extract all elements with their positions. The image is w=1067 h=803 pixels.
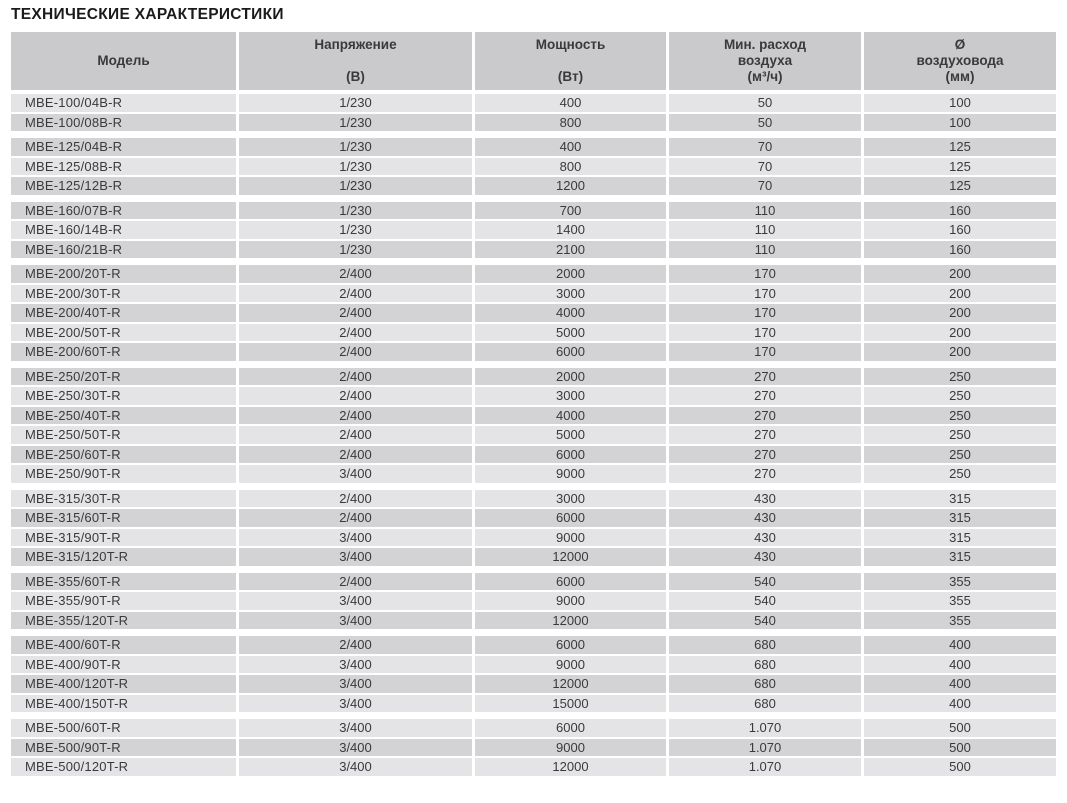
- header-unit: (Вт): [557, 69, 584, 84]
- cell-model: MBE-160/14B-R: [11, 221, 236, 239]
- header-label: Мощность: [535, 37, 606, 52]
- cell-model: MBE-400/90T-R: [11, 656, 236, 674]
- cell-value: 500: [864, 758, 1056, 776]
- table-row: [11, 509, 1056, 527]
- cell-model: MBE-400/60T-R: [11, 636, 236, 654]
- table-row: [11, 407, 1056, 425]
- cell-value: 2000: [475, 265, 666, 283]
- cell-value: 1/230: [239, 94, 472, 112]
- cell-model: MBE-160/07B-R: [11, 202, 236, 220]
- row-group: [11, 202, 1056, 259]
- header-unit: (В): [346, 69, 365, 84]
- cell-value: 3000: [475, 387, 666, 405]
- cell-value: 200: [864, 285, 1056, 303]
- cell-value: 2/400: [239, 636, 472, 654]
- header-label: Мин. расход: [723, 37, 807, 52]
- cell-value: 9000: [475, 529, 666, 547]
- cell-value: 355: [864, 592, 1056, 610]
- cell-model: MBE-250/60T-R: [11, 446, 236, 464]
- cell-value: 1200: [475, 177, 666, 195]
- cell-value: 3/400: [239, 592, 472, 610]
- cell-model: MBE-500/90T-R: [11, 739, 236, 757]
- cell-value: 9000: [475, 465, 666, 483]
- cell-value: 170: [669, 304, 861, 322]
- cell-model: MBE-250/40T-R: [11, 407, 236, 425]
- cell-value: 6000: [475, 719, 666, 737]
- cell-value: 110: [669, 202, 861, 220]
- table-row: [11, 573, 1056, 591]
- cell-value: 400: [475, 94, 666, 112]
- table-row: [11, 490, 1056, 508]
- cell-value: 1/230: [239, 221, 472, 239]
- spec-table: [11, 32, 1056, 776]
- cell-value: 2/400: [239, 368, 472, 386]
- cell-value: 12000: [475, 612, 666, 630]
- cell-value: 200: [864, 324, 1056, 342]
- cell-model: MBE-125/04B-R: [11, 138, 236, 156]
- cell-value: 400: [864, 695, 1056, 713]
- cell-value: 680: [669, 675, 861, 693]
- cell-value: 4000: [475, 304, 666, 322]
- row-group: [11, 94, 1056, 131]
- table-row: [11, 387, 1056, 405]
- header-unit: (мм): [945, 69, 975, 84]
- cell-model: MBE-250/50T-R: [11, 426, 236, 444]
- table-row: [11, 202, 1056, 220]
- row-group: [11, 138, 1056, 195]
- cell-value: 430: [669, 529, 861, 547]
- cell-value: 2/400: [239, 324, 472, 342]
- cell-value: 1/230: [239, 138, 472, 156]
- page-title: ТЕХНИЧЕСКИЕ ХАРАКТЕРИСТИКИ: [11, 6, 284, 23]
- table-row: [11, 695, 1056, 713]
- row-group: [11, 636, 1056, 712]
- table-row: [11, 368, 1056, 386]
- cell-value: 6000: [475, 636, 666, 654]
- header-label: воздуховода: [916, 53, 1004, 68]
- cell-value: 680: [669, 656, 861, 674]
- header-unit: (м³/ч): [747, 69, 783, 84]
- cell-model: MBE-315/90T-R: [11, 529, 236, 547]
- cell-value: 2000: [475, 368, 666, 386]
- cell-value: 2/400: [239, 407, 472, 425]
- header-label: Ø: [954, 37, 966, 52]
- cell-value: 1.070: [669, 758, 861, 776]
- cell-model: MBE-250/20T-R: [11, 368, 236, 386]
- header-cell-voltage: [239, 32, 472, 90]
- cell-value: 125: [864, 177, 1056, 195]
- cell-value: 270: [669, 368, 861, 386]
- cell-value: 2/400: [239, 573, 472, 591]
- header-label: Модель: [97, 53, 150, 68]
- cell-value: 400: [864, 636, 1056, 654]
- cell-value: 1/230: [239, 177, 472, 195]
- cell-value: 110: [669, 241, 861, 259]
- cell-model: MBE-125/12B-R: [11, 177, 236, 195]
- cell-model: MBE-200/50T-R: [11, 324, 236, 342]
- cell-value: 250: [864, 368, 1056, 386]
- cell-value: 160: [864, 202, 1056, 220]
- cell-value: 110: [669, 221, 861, 239]
- table-row: [11, 446, 1056, 464]
- cell-value: 9000: [475, 739, 666, 757]
- table-row: [11, 343, 1056, 361]
- cell-value: 6000: [475, 573, 666, 591]
- table-row: [11, 177, 1056, 195]
- cell-value: 160: [864, 241, 1056, 259]
- cell-model: MBE-200/60T-R: [11, 343, 236, 361]
- cell-value: 430: [669, 509, 861, 527]
- table-row: [11, 656, 1056, 674]
- table-row: [11, 465, 1056, 483]
- cell-value: 315: [864, 490, 1056, 508]
- table-row: [11, 548, 1056, 566]
- cell-value: 6000: [475, 446, 666, 464]
- table-row: [11, 94, 1056, 112]
- cell-model: MBE-500/60T-R: [11, 719, 236, 737]
- cell-value: 250: [864, 407, 1056, 425]
- table-row: [11, 221, 1056, 239]
- header-label: воздуха: [737, 53, 793, 68]
- cell-value: 270: [669, 387, 861, 405]
- cell-model: MBE-125/08B-R: [11, 158, 236, 176]
- table-row: [11, 114, 1056, 132]
- cell-value: 1.070: [669, 719, 861, 737]
- cell-value: 160: [864, 221, 1056, 239]
- cell-value: 3/400: [239, 719, 472, 737]
- cell-value: 800: [475, 114, 666, 132]
- cell-model: MBE-400/150T-R: [11, 695, 236, 713]
- cell-value: 1400: [475, 221, 666, 239]
- cell-value: 355: [864, 612, 1056, 630]
- cell-model: MBE-500/120T-R: [11, 758, 236, 776]
- cell-value: 315: [864, 509, 1056, 527]
- cell-value: 3/400: [239, 612, 472, 630]
- cell-value: 50: [669, 114, 861, 132]
- spec-table-body: [11, 94, 1056, 776]
- cell-model: MBE-100/04B-R: [11, 94, 236, 112]
- cell-model: MBE-250/90T-R: [11, 465, 236, 483]
- cell-value: 70: [669, 177, 861, 195]
- cell-value: 3000: [475, 285, 666, 303]
- cell-value: 50: [669, 94, 861, 112]
- cell-value: 1/230: [239, 241, 472, 259]
- cell-model: MBE-315/60T-R: [11, 509, 236, 527]
- cell-value: 250: [864, 387, 1056, 405]
- table-row: [11, 612, 1056, 630]
- cell-value: 2/400: [239, 490, 472, 508]
- cell-value: 170: [669, 285, 861, 303]
- cell-value: 170: [669, 265, 861, 283]
- cell-value: 270: [669, 446, 861, 464]
- cell-value: 12000: [475, 675, 666, 693]
- cell-model: MBE-355/120T-R: [11, 612, 236, 630]
- cell-value: 170: [669, 324, 861, 342]
- cell-value: 3/400: [239, 695, 472, 713]
- cell-value: 270: [669, 465, 861, 483]
- cell-value: 430: [669, 490, 861, 508]
- cell-value: 2/400: [239, 343, 472, 361]
- table-header-row: [11, 32, 1056, 90]
- table-row: [11, 265, 1056, 283]
- cell-value: 3/400: [239, 465, 472, 483]
- cell-value: 680: [669, 636, 861, 654]
- cell-model: MBE-355/90T-R: [11, 592, 236, 610]
- table-row: [11, 675, 1056, 693]
- cell-value: 2/400: [239, 265, 472, 283]
- cell-value: 12000: [475, 758, 666, 776]
- table-row: [11, 529, 1056, 547]
- cell-value: 3/400: [239, 656, 472, 674]
- cell-model: MBE-200/40T-R: [11, 304, 236, 322]
- cell-value: 500: [864, 719, 1056, 737]
- cell-value: 2/400: [239, 426, 472, 444]
- cell-model: MBE-315/120T-R: [11, 548, 236, 566]
- header-label: Напряжение: [314, 37, 397, 52]
- cell-model: MBE-200/30T-R: [11, 285, 236, 303]
- cell-value: 2/400: [239, 509, 472, 527]
- cell-value: 4000: [475, 407, 666, 425]
- cell-value: 170: [669, 343, 861, 361]
- cell-value: 400: [475, 138, 666, 156]
- cell-value: 1/230: [239, 158, 472, 176]
- cell-value: 540: [669, 612, 861, 630]
- cell-value: 2100: [475, 241, 666, 259]
- cell-value: 12000: [475, 548, 666, 566]
- cell-value: 5000: [475, 324, 666, 342]
- table-row: [11, 592, 1056, 610]
- cell-value: 125: [864, 138, 1056, 156]
- cell-value: 500: [864, 739, 1056, 757]
- cell-model: MBE-355/60T-R: [11, 573, 236, 591]
- cell-value: 540: [669, 573, 861, 591]
- cell-value: 1/230: [239, 114, 472, 132]
- cell-value: 2/400: [239, 285, 472, 303]
- table-row: [11, 636, 1056, 654]
- cell-model: MBE-315/30T-R: [11, 490, 236, 508]
- cell-value: 2/400: [239, 387, 472, 405]
- cell-value: 250: [864, 446, 1056, 464]
- cell-value: 70: [669, 158, 861, 176]
- table-row: [11, 158, 1056, 176]
- cell-value: 200: [864, 343, 1056, 361]
- table-row: [11, 758, 1056, 776]
- row-group: [11, 368, 1056, 483]
- header-cell-model: [11, 32, 236, 90]
- cell-value: 3/400: [239, 675, 472, 693]
- cell-value: 315: [864, 548, 1056, 566]
- cell-value: 1/230: [239, 202, 472, 220]
- cell-value: 125: [864, 158, 1056, 176]
- cell-value: 355: [864, 573, 1056, 591]
- cell-value: 315: [864, 529, 1056, 547]
- cell-model: MBE-250/30T-R: [11, 387, 236, 405]
- cell-value: 1.070: [669, 739, 861, 757]
- cell-value: 800: [475, 158, 666, 176]
- table-row: [11, 285, 1056, 303]
- table-row: [11, 304, 1056, 322]
- header-cell-duct-diameter: [864, 32, 1056, 90]
- cell-value: 70: [669, 138, 861, 156]
- cell-value: 9000: [475, 656, 666, 674]
- cell-value: 200: [864, 304, 1056, 322]
- cell-value: 270: [669, 426, 861, 444]
- cell-value: 250: [864, 465, 1056, 483]
- cell-value: 540: [669, 592, 861, 610]
- cell-model: MBE-400/120T-R: [11, 675, 236, 693]
- cell-value: 3/400: [239, 529, 472, 547]
- cell-model: MBE-160/21B-R: [11, 241, 236, 259]
- header-cell-power: [475, 32, 666, 90]
- cell-value: 680: [669, 695, 861, 713]
- cell-value: 6000: [475, 343, 666, 361]
- cell-value: 200: [864, 265, 1056, 283]
- table-row: [11, 138, 1056, 156]
- cell-model: MBE-100/08B-R: [11, 114, 236, 132]
- cell-value: 250: [864, 426, 1056, 444]
- cell-value: 15000: [475, 695, 666, 713]
- cell-value: 2/400: [239, 446, 472, 464]
- cell-value: 100: [864, 94, 1056, 112]
- row-group: [11, 573, 1056, 630]
- cell-value: 2/400: [239, 304, 472, 322]
- table-row: [11, 324, 1056, 342]
- cell-value: 3000: [475, 490, 666, 508]
- table-row: [11, 739, 1056, 757]
- table-row: [11, 241, 1056, 259]
- cell-value: 100: [864, 114, 1056, 132]
- cell-value: 400: [864, 675, 1056, 693]
- header-cell-airflow: [669, 32, 861, 90]
- cell-value: 5000: [475, 426, 666, 444]
- cell-value: 6000: [475, 509, 666, 527]
- row-group: [11, 719, 1056, 776]
- table-row: [11, 719, 1056, 737]
- cell-value: 430: [669, 548, 861, 566]
- cell-value: 9000: [475, 592, 666, 610]
- cell-value: 700: [475, 202, 666, 220]
- cell-value: 400: [864, 656, 1056, 674]
- cell-value: 3/400: [239, 739, 472, 757]
- cell-value: 3/400: [239, 758, 472, 776]
- cell-value: 3/400: [239, 548, 472, 566]
- cell-model: MBE-200/20T-R: [11, 265, 236, 283]
- table-row: [11, 426, 1056, 444]
- cell-value: 270: [669, 407, 861, 425]
- row-group: [11, 490, 1056, 566]
- row-group: [11, 265, 1056, 361]
